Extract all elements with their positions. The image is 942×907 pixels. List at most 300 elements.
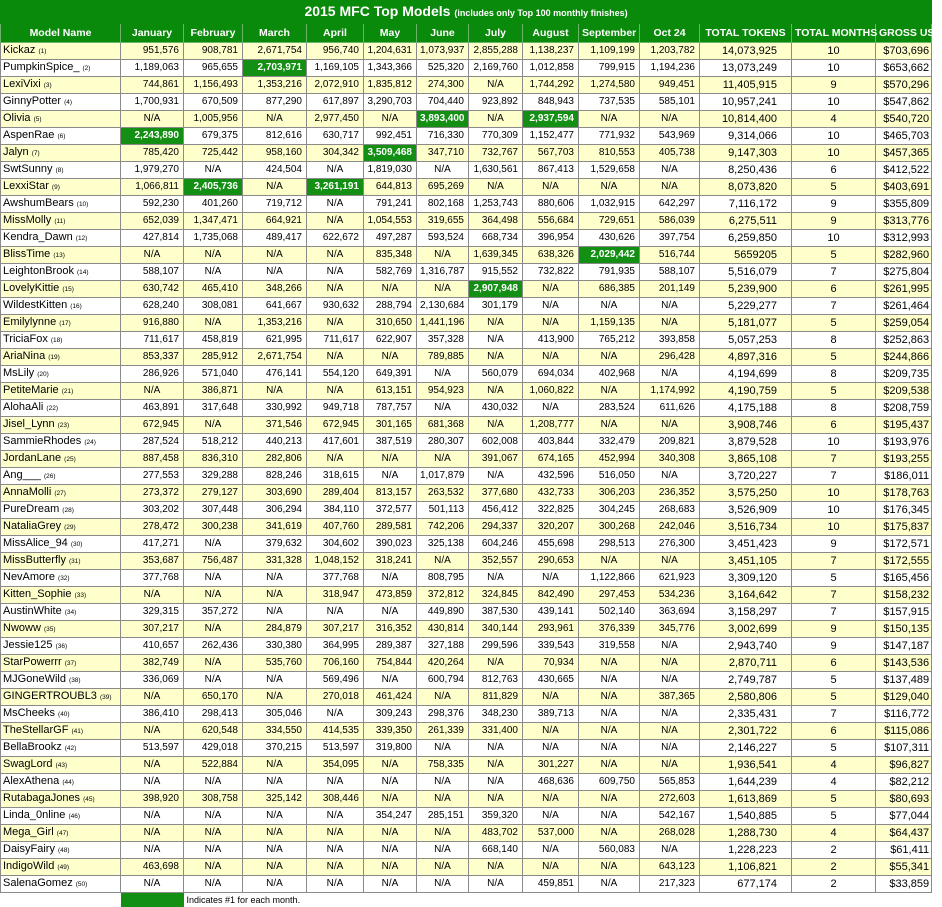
month-cell: 386,410	[121, 706, 184, 723]
total-months-cell: 2	[792, 842, 876, 859]
month-cell: 308,081	[184, 298, 243, 315]
month-cell: N/A	[243, 774, 307, 791]
month-cell: 301,227	[523, 757, 579, 774]
month-cell: 403,844	[523, 434, 579, 451]
gross-usd-cell: $313,776	[876, 213, 932, 230]
month-cell: 516,050	[579, 468, 640, 485]
gross-usd-cell: $157,915	[876, 604, 932, 621]
month-cell: 711,617	[121, 332, 184, 349]
month-cell: 1,835,812	[364, 77, 417, 94]
month-cell: 802,168	[417, 196, 469, 213]
total-tokens-cell: 2,749,787	[700, 672, 792, 689]
total-tokens-cell: 2,335,431	[700, 706, 792, 723]
model-name: Linda_0nline	[3, 809, 68, 821]
month-cell: 427,814	[121, 230, 184, 247]
month-cell: N/A	[523, 808, 579, 825]
month-cell: 420,264	[417, 655, 469, 672]
model-name: NataliaGrey	[3, 520, 64, 532]
model-name-cell	[1, 519, 121, 536]
total-tokens-cell: 9,147,303	[700, 145, 792, 162]
model-name-cell	[1, 468, 121, 485]
model-rank: (1)	[38, 48, 46, 55]
table-row	[1, 842, 932, 859]
month-cell: N/A	[184, 655, 243, 672]
month-cell: 396,954	[523, 230, 579, 247]
month-cell: 463,891	[121, 400, 184, 417]
month-cell: 602,008	[469, 434, 523, 451]
month-cell: N/A	[523, 298, 579, 315]
total-tokens-cell: 1,936,541	[700, 757, 792, 774]
month-cell: N/A	[579, 706, 640, 723]
month-cell: 401,260	[184, 196, 243, 213]
model-rank: (39)	[100, 694, 112, 701]
total-months-cell: 5	[792, 672, 876, 689]
column-header: Oct 24	[640, 24, 700, 43]
model-rank: (32)	[58, 575, 70, 582]
month-cell: 522,884	[184, 757, 243, 774]
month-cell: N/A	[364, 672, 417, 689]
month-cell: 1,208,777	[523, 417, 579, 434]
month-cell: N/A	[307, 196, 364, 213]
column-header: April	[307, 24, 364, 43]
month-cell: 301,165	[364, 417, 417, 434]
month-cell: 622,672	[307, 230, 364, 247]
model-name: Jisel_Lynn	[3, 418, 58, 430]
month-cell: 1,347,471	[184, 213, 243, 230]
gross-usd-cell: $275,804	[876, 264, 932, 281]
month-top-cell: 3,509,468	[364, 145, 417, 162]
month-cell: 329,288	[184, 468, 243, 485]
month-cell: N/A	[640, 366, 700, 383]
month-cell: N/A	[307, 247, 364, 264]
total-months-cell: 7	[792, 468, 876, 485]
gross-usd-cell: $703,696	[876, 43, 932, 60]
table-row	[1, 417, 932, 434]
gross-usd-cell: $158,232	[876, 587, 932, 604]
model-name: Nwoww	[3, 622, 44, 634]
month-cell: 398,920	[121, 791, 184, 808]
month-cell: 1,060,822	[523, 383, 579, 400]
month-cell: N/A	[364, 859, 417, 876]
month-cell: 306,294	[243, 502, 307, 519]
gross-usd-cell: $209,538	[876, 383, 932, 400]
total-tokens-cell: 10,814,400	[700, 111, 792, 128]
model-name-cell	[1, 502, 121, 519]
month-cell: 339,543	[523, 638, 579, 655]
month-cell: 949,718	[307, 400, 364, 417]
month-cell: 458,819	[184, 332, 243, 349]
month-cell: N/A	[364, 842, 417, 859]
total-months-cell: 7	[792, 706, 876, 723]
month-cell: 389,713	[523, 706, 579, 723]
month-cell: 282,806	[243, 451, 307, 468]
month-cell: 417,601	[307, 434, 364, 451]
model-rank: (28)	[62, 507, 74, 514]
month-cell: 455,698	[523, 536, 579, 553]
month-cell: 789,885	[417, 349, 469, 366]
month-cell: N/A	[640, 162, 700, 179]
total-tokens-cell: 5,229,277	[700, 298, 792, 315]
total-tokens-cell: 1,644,239	[700, 774, 792, 791]
month-cell: 630,742	[121, 281, 184, 298]
total-tokens-cell: 5,181,077	[700, 315, 792, 332]
model-name: AspenRae	[3, 129, 57, 141]
table-row	[1, 247, 932, 264]
table-row	[1, 332, 932, 349]
gross-usd-cell: $143,536	[876, 655, 932, 672]
total-tokens-cell: 3,164,642	[700, 587, 792, 604]
month-cell: N/A	[307, 876, 364, 893]
model-name-cell	[1, 43, 121, 60]
month-cell: N/A	[307, 349, 364, 366]
month-cell: 679,375	[184, 128, 243, 145]
month-cell: N/A	[417, 791, 469, 808]
table-row	[1, 587, 932, 604]
month-cell: 1,204,631	[364, 43, 417, 60]
month-cell: 387,519	[364, 434, 417, 451]
total-tokens-cell: 6,259,850	[700, 230, 792, 247]
month-cell: 1,316,787	[417, 264, 469, 281]
month-cell: N/A	[579, 808, 640, 825]
model-rank: (31)	[69, 558, 81, 565]
month-cell: 339,350	[364, 723, 417, 740]
model-name-cell	[1, 859, 121, 876]
model-name-cell	[1, 128, 121, 145]
month-cell: N/A	[640, 417, 700, 434]
month-cell: 525,320	[417, 60, 469, 77]
total-tokens-cell: 2,146,227	[700, 740, 792, 757]
table-row	[1, 621, 932, 638]
month-cell: N/A	[121, 757, 184, 774]
month-top-cell: 2,937,594	[523, 111, 579, 128]
month-cell: N/A	[307, 706, 364, 723]
total-months-cell: 6	[792, 281, 876, 298]
month-cell: 1,274,580	[579, 77, 640, 94]
model-name: AnnaMolli	[3, 486, 54, 498]
month-cell: 278,472	[121, 519, 184, 536]
month-cell: 1,189,063	[121, 60, 184, 77]
month-cell: N/A	[243, 689, 307, 706]
month-cell: 1,159,135	[579, 315, 640, 332]
total-tokens-cell: 11,405,915	[700, 77, 792, 94]
month-cell: N/A	[640, 315, 700, 332]
total-months-cell: 6	[792, 655, 876, 672]
month-cell: 604,246	[469, 536, 523, 553]
month-cell: 956,740	[307, 43, 364, 60]
month-cell: 621,995	[243, 332, 307, 349]
month-cell: N/A	[121, 587, 184, 604]
month-cell: 2,671,754	[243, 43, 307, 60]
month-top-cell: 2,243,890	[121, 128, 184, 145]
month-cell: 621,923	[640, 570, 700, 587]
month-cell: 268,683	[640, 502, 700, 519]
month-cell: N/A	[243, 179, 307, 196]
total-months-cell: 5	[792, 689, 876, 706]
model-name-cell	[1, 689, 121, 706]
month-cell: 319,558	[579, 638, 640, 655]
month-cell: 791,241	[364, 196, 417, 213]
month-cell: 1,441,196	[417, 315, 469, 332]
month-cell: N/A	[417, 689, 469, 706]
month-cell: 853,337	[121, 349, 184, 366]
month-cell: N/A	[307, 842, 364, 859]
month-cell: 236,352	[640, 485, 700, 502]
month-cell: 586,039	[640, 213, 700, 230]
model-rank: (48)	[58, 847, 70, 854]
model-name-cell	[1, 723, 121, 740]
month-cell: 565,853	[640, 774, 700, 791]
month-cell: 263,532	[417, 485, 469, 502]
month-cell: 571,040	[184, 366, 243, 383]
month-cell: 330,380	[243, 638, 307, 655]
month-cell: 354,247	[364, 808, 417, 825]
month-cell: N/A	[121, 876, 184, 893]
month-cell: 811,829	[469, 689, 523, 706]
month-cell: N/A	[184, 417, 243, 434]
model-name-cell	[1, 349, 121, 366]
gross-usd-cell: $178,763	[876, 485, 932, 502]
month-cell: 719,712	[243, 196, 307, 213]
month-cell: N/A	[184, 264, 243, 281]
total-months-cell: 5	[792, 179, 876, 196]
model-rank: (43)	[56, 762, 68, 769]
model-name-cell	[1, 77, 121, 94]
table-row	[1, 706, 932, 723]
month-cell: 951,576	[121, 43, 184, 60]
month-cell: 287,524	[121, 434, 184, 451]
gross-usd-cell: $570,296	[876, 77, 932, 94]
month-cell: N/A	[307, 264, 364, 281]
month-cell: 274,300	[417, 77, 469, 94]
month-cell: N/A	[184, 808, 243, 825]
table-row	[1, 859, 932, 876]
month-cell: N/A	[417, 281, 469, 298]
month-cell: N/A	[243, 859, 307, 876]
table-row	[1, 791, 932, 808]
model-name: Kitten_Sophie	[3, 588, 75, 600]
month-cell: N/A	[243, 825, 307, 842]
month-cell: 424,504	[243, 162, 307, 179]
month-cell: 286,926	[121, 366, 184, 383]
month-cell: 417,271	[121, 536, 184, 553]
month-cell: N/A	[523, 842, 579, 859]
model-rank: (5)	[34, 116, 42, 123]
month-cell: N/A	[579, 723, 640, 740]
table-subtitle: (includes only Top 100 monthly finishes)	[454, 8, 627, 18]
column-header: September	[579, 24, 640, 43]
total-tokens-cell: 3,158,297	[700, 604, 792, 621]
month-cell: 1,073,937	[417, 43, 469, 60]
month-cell: 364,498	[469, 213, 523, 230]
month-cell: 642,297	[640, 196, 700, 213]
table-row	[1, 434, 932, 451]
model-name-cell	[1, 417, 121, 434]
month-cell: N/A	[307, 604, 364, 621]
month-cell: 1,353,216	[243, 315, 307, 332]
table-row	[1, 757, 932, 774]
model-name-cell	[1, 570, 121, 587]
gross-usd-cell: $96,827	[876, 757, 932, 774]
model-name-cell	[1, 621, 121, 638]
month-cell: 270,018	[307, 689, 364, 706]
month-cell: 1,744,292	[523, 77, 579, 94]
month-cell: 588,107	[640, 264, 700, 281]
model-name: SammieRhodes	[3, 435, 84, 447]
month-cell: 1,048,152	[307, 553, 364, 570]
month-cell: 613,151	[364, 383, 417, 400]
month-cell: 303,690	[243, 485, 307, 502]
month-cell: N/A	[469, 315, 523, 332]
month-cell: 754,844	[364, 655, 417, 672]
model-name-cell	[1, 366, 121, 383]
month-cell: 307,448	[184, 502, 243, 519]
model-rank: (24)	[84, 439, 96, 446]
total-months-cell: 8	[792, 332, 876, 349]
model-name-cell	[1, 230, 121, 247]
month-cell: N/A	[523, 723, 579, 740]
month-cell: 377,768	[121, 570, 184, 587]
model-name-cell	[1, 332, 121, 349]
month-cell: N/A	[243, 264, 307, 281]
model-name: MJGoneWild	[3, 673, 69, 685]
month-cell: 294,337	[469, 519, 523, 536]
month-cell: 535,760	[243, 655, 307, 672]
month-cell: 290,653	[523, 553, 579, 570]
model-name: DaisyFairy	[3, 843, 58, 855]
month-cell: N/A	[417, 366, 469, 383]
table-row	[1, 825, 932, 842]
gross-usd-cell: $403,691	[876, 179, 932, 196]
column-header: TOTAL TOKENS	[700, 24, 792, 43]
month-cell: 280,307	[417, 434, 469, 451]
month-cell: N/A	[579, 553, 640, 570]
model-rank: (44)	[62, 779, 74, 786]
month-cell: 319,800	[364, 740, 417, 757]
month-top-cell: 2,907,948	[469, 281, 523, 298]
month-cell: 242,046	[640, 519, 700, 536]
month-cell: 473,859	[364, 587, 417, 604]
month-top-cell: 2,029,442	[579, 247, 640, 264]
month-cell: 300,268	[579, 519, 640, 536]
gross-usd-cell: $176,345	[876, 502, 932, 519]
total-tokens-cell: 2,301,722	[700, 723, 792, 740]
title-row	[1, 1, 932, 24]
model-rank: (41)	[71, 728, 83, 735]
month-cell: 567,703	[523, 145, 579, 162]
month-cell: N/A	[364, 774, 417, 791]
month-cell: N/A	[579, 298, 640, 315]
table-row	[1, 400, 932, 417]
total-tokens-cell: 8,250,436	[700, 162, 792, 179]
total-months-cell: 7	[792, 604, 876, 621]
month-cell: N/A	[417, 740, 469, 757]
model-name-cell	[1, 655, 121, 672]
month-cell: 217,323	[640, 876, 700, 893]
model-name: NevAmore	[3, 571, 58, 583]
month-cell: 306,203	[579, 485, 640, 502]
month-cell: 732,767	[469, 145, 523, 162]
gross-usd-cell: $115,086	[876, 723, 932, 740]
month-cell: 483,702	[469, 825, 523, 842]
month-cell: 641,667	[243, 298, 307, 315]
total-tokens-cell: 3,002,699	[700, 621, 792, 638]
month-cell: 908,781	[184, 43, 243, 60]
total-months-cell: 5	[792, 383, 876, 400]
month-cell: N/A	[523, 570, 579, 587]
model-name: BlissTime	[3, 248, 53, 260]
total-months-cell: 6	[792, 723, 876, 740]
month-cell: N/A	[307, 383, 364, 400]
total-months-cell: 10	[792, 434, 876, 451]
month-cell: 569,496	[307, 672, 364, 689]
month-cell: 298,376	[417, 706, 469, 723]
month-cell: N/A	[417, 774, 469, 791]
gross-usd-cell: $261,995	[876, 281, 932, 298]
total-tokens-cell: 5,516,079	[700, 264, 792, 281]
gross-usd-cell: $547,862	[876, 94, 932, 111]
month-cell: 518,212	[184, 434, 243, 451]
table-row	[1, 502, 932, 519]
total-tokens-cell: 7,116,172	[700, 196, 792, 213]
month-cell: 554,120	[307, 366, 364, 383]
month-cell: 387,530	[469, 604, 523, 621]
total-tokens-cell: 3,575,250	[700, 485, 792, 502]
gross-usd-cell: $165,456	[876, 570, 932, 587]
month-cell: 725,442	[184, 145, 243, 162]
gross-usd-cell: $61,411	[876, 842, 932, 859]
gross-usd-cell: $261,464	[876, 298, 932, 315]
model-name-cell	[1, 587, 121, 604]
gross-usd-cell: $55,341	[876, 859, 932, 876]
month-cell: 828,246	[243, 468, 307, 485]
model-rank: (12)	[76, 235, 88, 242]
total-tokens-cell: 2,870,711	[700, 655, 792, 672]
model-rank: (37)	[65, 660, 77, 667]
month-cell: 414,535	[307, 723, 364, 740]
month-cell: 459,851	[523, 876, 579, 893]
month-cell: N/A	[579, 876, 640, 893]
month-cell: N/A	[307, 162, 364, 179]
month-cell: N/A	[307, 281, 364, 298]
month-cell: 359,320	[469, 808, 523, 825]
month-cell: 283,524	[579, 400, 640, 417]
column-header: March	[243, 24, 307, 43]
month-cell: 787,757	[364, 400, 417, 417]
month-cell: N/A	[579, 757, 640, 774]
model-rank: (11)	[54, 218, 65, 225]
model-name: Jalyn	[3, 146, 32, 158]
month-cell: N/A	[184, 825, 243, 842]
total-months-cell: 9	[792, 196, 876, 213]
month-cell: 992,451	[364, 128, 417, 145]
gross-usd-cell: $193,255	[876, 451, 932, 468]
gross-usd-cell: $77,044	[876, 808, 932, 825]
model-name-cell	[1, 213, 121, 230]
month-cell: 277,553	[121, 468, 184, 485]
month-cell: N/A	[523, 859, 579, 876]
month-cell: 430,814	[417, 621, 469, 638]
total-months-cell: 10	[792, 485, 876, 502]
model-name-cell	[1, 842, 121, 859]
month-cell: 1,032,915	[579, 196, 640, 213]
month-cell: 357,328	[417, 332, 469, 349]
month-cell: 402,968	[579, 366, 640, 383]
model-rank: (25)	[64, 456, 76, 463]
table-row	[1, 349, 932, 366]
table-row	[1, 145, 932, 162]
month-cell: 644,813	[364, 179, 417, 196]
month-cell: 393,858	[640, 332, 700, 349]
